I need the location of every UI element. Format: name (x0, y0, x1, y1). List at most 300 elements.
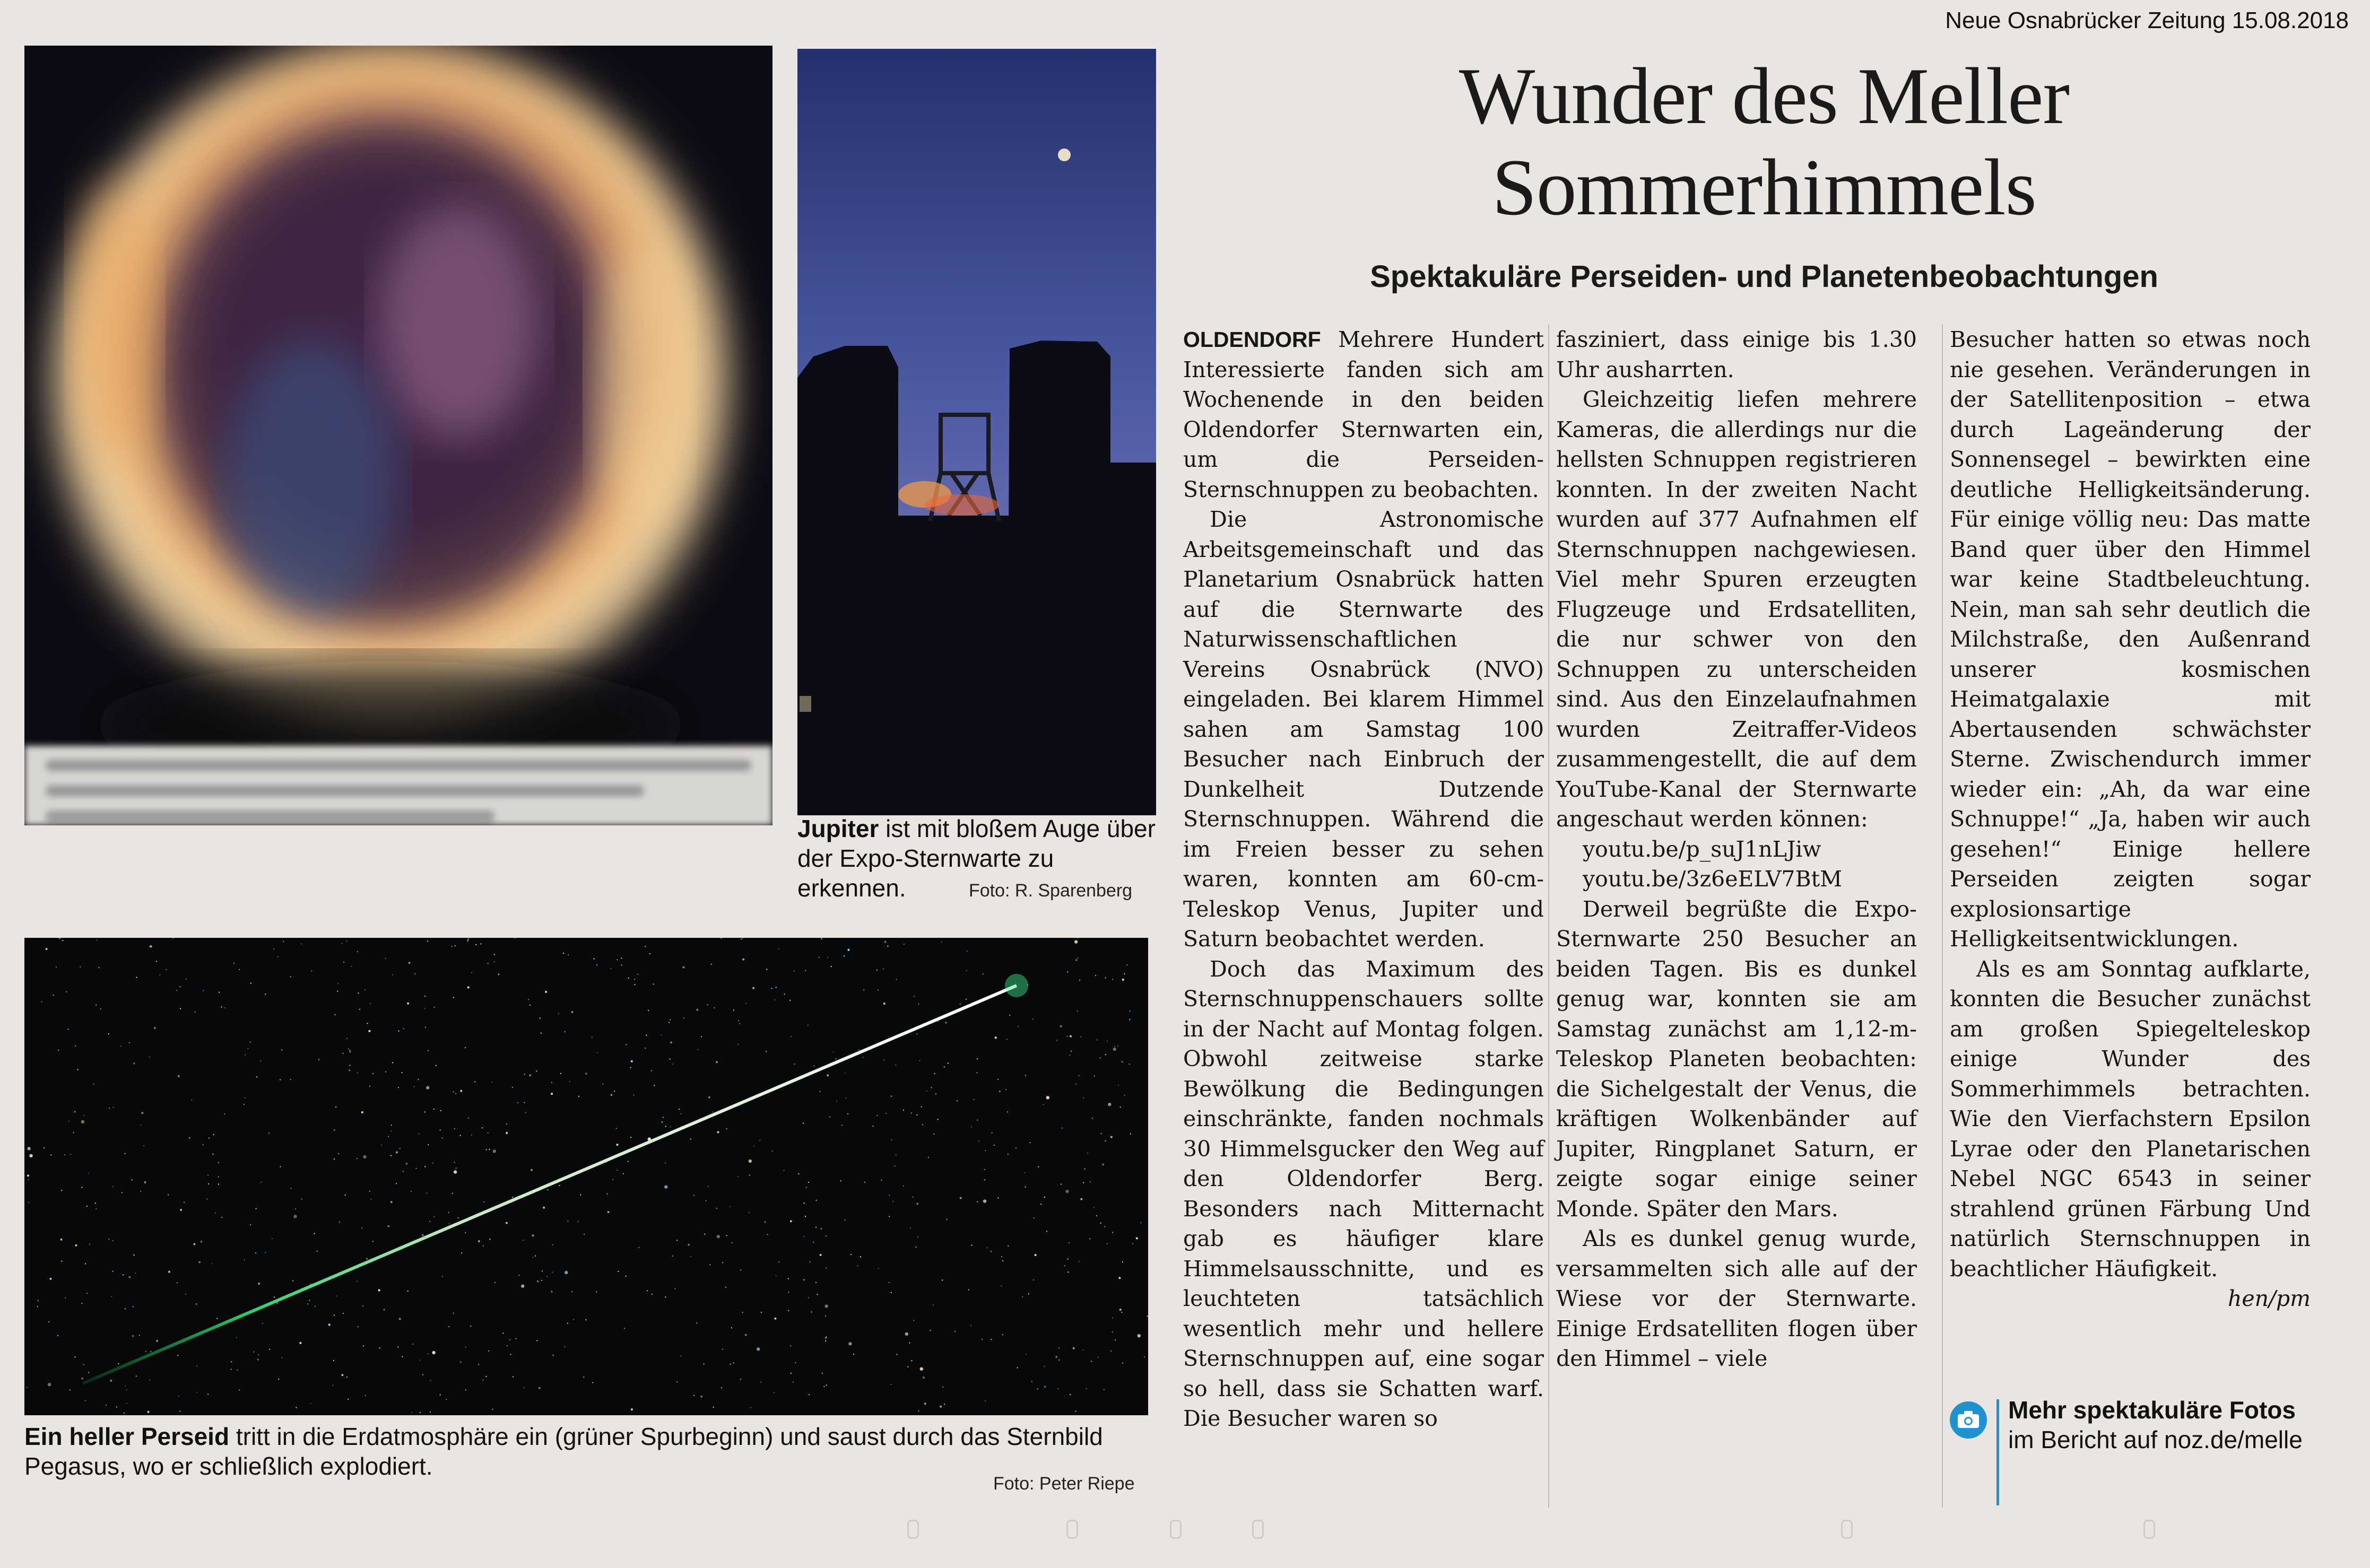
star (516, 1338, 517, 1339)
star (348, 1399, 349, 1400)
star (65, 1297, 66, 1299)
star (513, 1376, 514, 1377)
star (886, 1113, 887, 1114)
star (336, 1295, 337, 1296)
star (1132, 1243, 1133, 1244)
star (432, 1162, 433, 1163)
star (253, 1352, 254, 1353)
star (553, 1355, 554, 1356)
article-paragraph: Derweil begrüßte die Expo-Sternwarte 250 Besucher an beiden Tagen. Bis es dunkel genug war, konnten sie am Samstag zunächst am 1,12-m-Teleskop Planeten beobachten: die Sichelgestalt der Venus, die kräftigen Wolkenbänder auf Jupiter, Ringplanet Saturn, er zeigte sogar einige seiner Monde. Später den Mars. (1556, 896, 1917, 1222)
star (1073, 1347, 1075, 1349)
star (1096, 1215, 1097, 1216)
star (440, 1394, 441, 1395)
star (120, 1046, 121, 1047)
star (363, 1345, 364, 1346)
star (150, 1351, 151, 1352)
star (602, 1084, 603, 1085)
star (168, 1194, 169, 1195)
star (916, 1203, 918, 1205)
star (27, 1147, 30, 1150)
star (311, 970, 312, 971)
star (384, 1309, 385, 1310)
star (1009, 1015, 1010, 1016)
star (363, 1155, 366, 1158)
video-link[interactable]: youtu.be/p_suJ1nLJiw (1583, 836, 1821, 862)
star (916, 1247, 917, 1248)
star (428, 1144, 429, 1145)
star (149, 1057, 150, 1058)
video-link[interactable]: youtu.be/3z6eELV7BtM (1583, 866, 1843, 892)
star (429, 1221, 430, 1222)
star (149, 1380, 150, 1381)
star (203, 990, 204, 991)
star (419, 1133, 420, 1134)
star (920, 1367, 923, 1371)
star (133, 1306, 134, 1307)
star (631, 1408, 633, 1410)
star (367, 1258, 368, 1259)
star (48, 1383, 51, 1386)
star (61, 1190, 62, 1191)
star (1026, 1354, 1027, 1355)
star (822, 1373, 823, 1374)
star (648, 1010, 649, 1011)
star (922, 1124, 923, 1125)
star (1140, 1222, 1141, 1223)
star (825, 1316, 826, 1317)
star (357, 951, 358, 952)
star (541, 1033, 542, 1034)
star (140, 1125, 141, 1126)
star (1079, 1261, 1080, 1262)
star (465, 1232, 466, 1233)
star (532, 1257, 533, 1258)
star (420, 1412, 421, 1413)
star (1087, 1153, 1088, 1154)
fold-mark (1066, 1520, 1078, 1539)
star (1028, 1293, 1029, 1294)
star (1077, 957, 1078, 959)
star (461, 1362, 462, 1363)
star (212, 1154, 213, 1155)
star (350, 1051, 351, 1052)
star (309, 1300, 310, 1301)
star (1083, 1182, 1084, 1183)
star (334, 1315, 335, 1316)
star (739, 1023, 740, 1024)
promo-lead: Mehr spektakuläre Fotos (2008, 1396, 2296, 1424)
star (268, 1133, 270, 1134)
star (1075, 1411, 1076, 1412)
star (987, 1247, 988, 1248)
star (38, 1300, 39, 1301)
star (1043, 1104, 1044, 1105)
star (891, 1139, 892, 1140)
star (662, 1121, 663, 1122)
fold-mark (1170, 1520, 1182, 1539)
star (825, 1304, 828, 1308)
star (552, 1271, 553, 1273)
star (592, 1382, 593, 1383)
star (571, 1291, 572, 1292)
star (1044, 1197, 1045, 1198)
star (585, 1319, 586, 1320)
star (346, 1377, 348, 1378)
star (1108, 1103, 1111, 1106)
star (690, 1138, 691, 1139)
star (343, 1053, 344, 1054)
star (62, 940, 63, 941)
star (740, 1379, 741, 1380)
star (997, 1079, 999, 1080)
star (372, 1241, 374, 1242)
star (647, 1290, 648, 1291)
star (348, 1049, 349, 1050)
star (621, 964, 622, 965)
star (231, 1369, 232, 1370)
star (539, 1387, 541, 1389)
star (884, 941, 887, 943)
star (397, 1346, 398, 1347)
star (1121, 1312, 1122, 1313)
star (1115, 1339, 1116, 1340)
promo-text[interactable] (2008, 1395, 2316, 1454)
star (379, 1347, 380, 1348)
star (278, 1379, 279, 1380)
star (1005, 1089, 1006, 1090)
star (804, 1279, 805, 1280)
star (493, 1149, 496, 1153)
star (281, 1357, 282, 1358)
star (788, 1278, 789, 1279)
star (358, 992, 359, 994)
star (189, 1137, 190, 1138)
star (607, 1211, 610, 1213)
star (970, 1325, 971, 1326)
author-initials: hen/pm (2227, 1286, 2311, 1311)
star (766, 1051, 767, 1052)
star (793, 1381, 794, 1382)
perseid-photo (24, 938, 1148, 1415)
star (27, 1174, 29, 1177)
star (726, 1235, 727, 1236)
star (808, 1297, 809, 1298)
star (853, 1354, 854, 1355)
star (1017, 1367, 1018, 1368)
star (966, 970, 967, 971)
star (749, 1160, 752, 1163)
star (968, 1289, 969, 1290)
star (690, 1256, 691, 1257)
star (1078, 1075, 1079, 1076)
star (159, 974, 160, 975)
star (905, 1332, 908, 1336)
star (440, 1110, 441, 1111)
star (433, 1216, 435, 1217)
star (1038, 1166, 1039, 1168)
star (819, 1091, 820, 1092)
star (56, 966, 57, 968)
star (177, 1355, 178, 1356)
star (74, 1111, 75, 1112)
star (944, 1404, 945, 1405)
star (292, 1280, 293, 1282)
star (848, 1342, 852, 1345)
star (433, 1109, 435, 1110)
star (425, 1027, 426, 1028)
star (301, 1198, 302, 1199)
star (610, 968, 611, 969)
star (257, 1359, 258, 1360)
star (49, 1278, 51, 1280)
star (1044, 1386, 1046, 1388)
star (116, 1406, 117, 1407)
promo-link-text[interactable]: im Bericht auf noz.de/melle (2008, 1426, 2303, 1453)
article-paragraph: Als es am Sonntag aufklarte, konnten die Besucher zunächst am großen Spiegelteleskop einige Wunder des Sommerhimmels betrachten. Wie den Vierfachstern Epsilon Lyrae oder den Planetarischen Nebel NGC 6543 in seiner strahlend grünen Färbung Und natürlich Sternschnuppen in beachtlicher Häufigkeit. (1950, 956, 2311, 1282)
star (911, 1112, 912, 1113)
star (1037, 1388, 1038, 1389)
star (672, 1256, 673, 1257)
star (559, 1185, 560, 1186)
star (941, 942, 942, 943)
star (442, 1276, 443, 1277)
article-paragraph: Die Astronomische Arbeitsgemeinschaft und das Planetarium Osnabrück hatten auf die Sternwarte des Naturwissenschaftlichen Vereins Osnabrück (NVO) eingeladen. Bei klarem Himmel sahen am Samstag 100 Besucher nach Einbruch der Dunkelheit Dutzende Sternschnuppen. Während die im Freien besser zu sehen waren, konnten am 60-cm-Teleskop Venus, Jupiter und Saturn beobachtet werden. (1183, 507, 1544, 952)
star (1107, 1041, 1108, 1042)
star (430, 1412, 431, 1413)
star (1119, 1309, 1122, 1311)
star (1065, 1190, 1069, 1193)
star (368, 1030, 370, 1032)
star (458, 1217, 459, 1218)
star (149, 945, 151, 947)
star (896, 1154, 897, 1155)
star (536, 1070, 537, 1072)
star (245, 1055, 246, 1056)
star (206, 1198, 207, 1199)
star (670, 1041, 672, 1043)
star (428, 1050, 429, 1051)
star (81, 1378, 83, 1380)
star (670, 1059, 671, 1060)
star (451, 946, 452, 947)
star (1105, 1140, 1106, 1142)
star (209, 1137, 210, 1138)
star (845, 1073, 846, 1074)
star (346, 940, 347, 942)
star (1122, 979, 1124, 981)
star (75, 1046, 76, 1047)
star (714, 1007, 715, 1008)
star (846, 1097, 847, 1099)
star (465, 1047, 466, 1048)
star (783, 1170, 784, 1171)
star (446, 1399, 447, 1400)
star (465, 1389, 466, 1390)
star (722, 1349, 723, 1350)
star (480, 943, 481, 944)
star (543, 1207, 545, 1209)
star (804, 1203, 805, 1204)
star (407, 1003, 409, 1005)
star (334, 1014, 335, 1015)
star (551, 1082, 552, 1083)
star (810, 1261, 811, 1262)
star (1112, 1317, 1113, 1318)
star (887, 946, 888, 947)
star (892, 1201, 893, 1202)
star (1008, 1154, 1009, 1155)
star (693, 1395, 694, 1396)
star (683, 1017, 684, 1018)
star (260, 1060, 261, 1061)
star (129, 1042, 130, 1043)
article-column-2 (1556, 325, 1917, 1374)
star (766, 969, 767, 970)
star (1110, 1351, 1112, 1352)
nebula-image (24, 46, 772, 825)
star (411, 1191, 412, 1192)
star (346, 1038, 348, 1039)
star (89, 1244, 90, 1245)
star (592, 1036, 593, 1038)
star (634, 979, 635, 980)
meteor-head (1005, 974, 1028, 997)
star (367, 1023, 368, 1024)
star (318, 1059, 319, 1060)
star (924, 1403, 926, 1405)
star (653, 983, 654, 985)
star (218, 1183, 219, 1184)
star (670, 1126, 671, 1127)
star (937, 1119, 939, 1120)
star (606, 1194, 607, 1195)
star (753, 1145, 754, 1146)
star (280, 1079, 281, 1080)
article-column-3 (1950, 325, 2311, 1314)
star (310, 1403, 311, 1404)
star (616, 1128, 617, 1129)
star (1122, 1363, 1123, 1364)
star (258, 1354, 259, 1355)
star (795, 1362, 796, 1363)
star (971, 1244, 973, 1245)
star (299, 1342, 301, 1344)
star (840, 1180, 841, 1181)
star (403, 1171, 404, 1172)
star (850, 1254, 852, 1255)
star (637, 974, 638, 975)
star (178, 1396, 179, 1397)
star (179, 1411, 180, 1412)
star (332, 1385, 333, 1386)
star (506, 1132, 508, 1134)
star (997, 1197, 999, 1198)
star (652, 1294, 653, 1295)
star (361, 1227, 362, 1229)
star (826, 1267, 827, 1268)
star (623, 1173, 624, 1174)
star (551, 1093, 553, 1095)
star (432, 1351, 435, 1354)
star (790, 1220, 792, 1222)
star (816, 1200, 817, 1201)
star (904, 944, 905, 945)
star (1067, 1258, 1069, 1259)
star (456, 1168, 457, 1169)
star (1006, 1039, 1008, 1040)
star (467, 987, 470, 989)
star (1029, 1142, 1030, 1143)
star (369, 1190, 370, 1191)
star (70, 1154, 71, 1155)
star (546, 1276, 548, 1277)
star (565, 1271, 568, 1274)
star (132, 1335, 134, 1337)
perseid-image (24, 938, 1148, 1415)
jupiter-caption-text: ist mit bloßem Auge über der Expo-Sternwarte zu erkennen. (797, 815, 1156, 902)
star (833, 1051, 834, 1052)
star (541, 1280, 542, 1281)
star (999, 1091, 1000, 1092)
star (512, 1197, 513, 1198)
star (704, 1234, 705, 1235)
star (489, 1149, 490, 1150)
star (273, 948, 274, 949)
star (455, 945, 456, 946)
star (811, 1311, 812, 1312)
star (706, 1200, 707, 1201)
star (523, 1240, 524, 1241)
star (136, 1375, 137, 1377)
star (1035, 1254, 1037, 1256)
star (749, 1174, 750, 1175)
star (563, 953, 564, 954)
star (392, 974, 393, 975)
star (126, 1389, 127, 1390)
star (507, 1345, 508, 1346)
star (277, 956, 278, 957)
star (121, 1192, 123, 1193)
star (66, 991, 67, 992)
star (721, 1387, 722, 1388)
star (528, 999, 529, 1000)
headline: Wunder des Meller Sommerhimmels (1459, 51, 2070, 232)
star (60, 1239, 63, 1241)
star (716, 1061, 718, 1063)
star (133, 1255, 134, 1256)
star (634, 984, 635, 985)
star (46, 948, 48, 950)
star (700, 1396, 702, 1398)
star (216, 1318, 218, 1319)
star (392, 1062, 393, 1063)
star (551, 1291, 552, 1292)
star (708, 1186, 709, 1187)
star (193, 1243, 195, 1245)
star (428, 1353, 429, 1354)
star (498, 973, 499, 974)
star (1046, 1231, 1047, 1232)
star (775, 999, 776, 1000)
star (489, 1239, 490, 1240)
star (540, 1017, 541, 1018)
newspaper-source: Neue Osnabrücker Zeitung 15.08.2018 (1945, 7, 2349, 33)
star (836, 1101, 837, 1102)
star (180, 1008, 181, 1009)
camera-icon (1950, 1401, 1987, 1439)
star (491, 1082, 492, 1083)
star (628, 1161, 629, 1162)
